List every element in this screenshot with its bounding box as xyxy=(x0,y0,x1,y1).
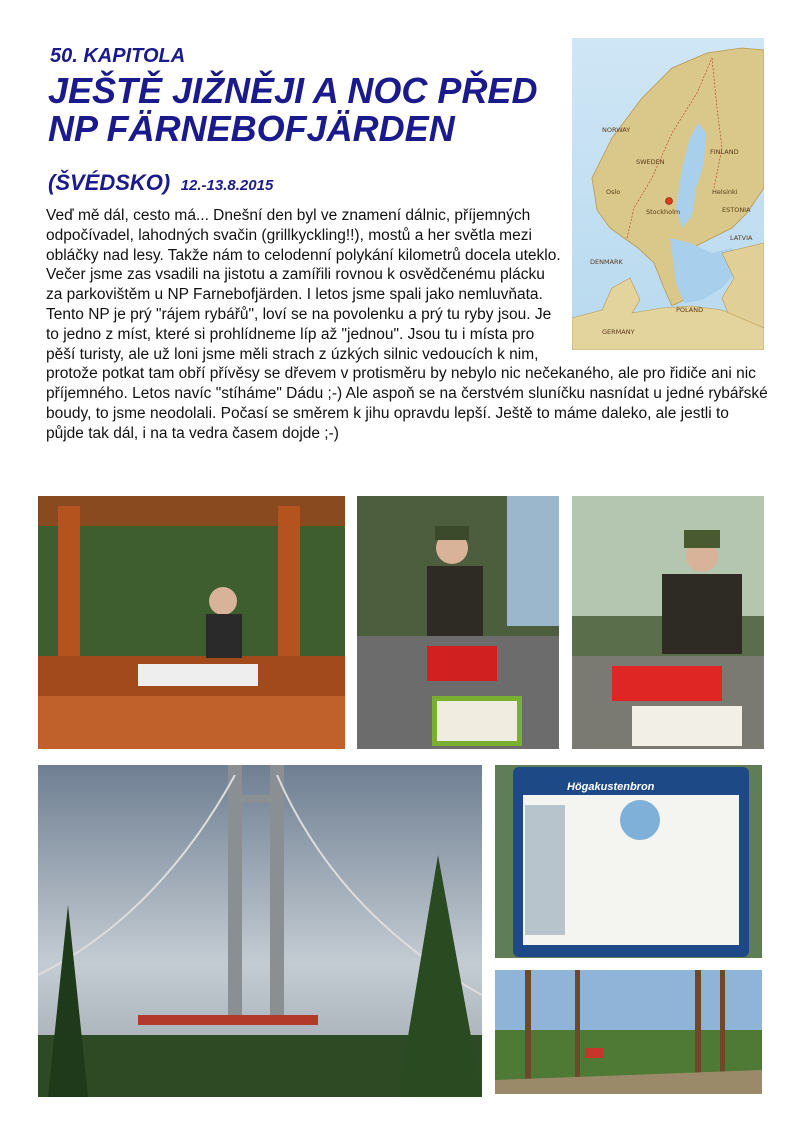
map-label-germany: GERMANY xyxy=(602,328,635,336)
map-label-stockholm: Stockholm xyxy=(646,208,681,216)
article-text: Veď mě dál, cesto má... Dnešní den byl ve znamení dálnic, příjemných odpočívadel, lahodných svačin (grillkyckling!!), mostů a her světla mezi obláčky nad lesy. Takže nám to celodenní polykání kilometrů docela uteklo. Večer jsme zas vsadili na jistotu a zamířili rovnou k osvědčenému plácku za parkovištěm u NP Farnebofjärden. I letos jsme spali jako nemluvňata. Tento NP je prý "rájem rybářů", loví se na povolenku a prý tu ryby jsou. Je to jedno z míst, které si prohlídneme líp až "jednou". Jsou tu i místa pro pěší turisty, ale už loni jsme měli strach z úzkých silnic vedoucích k nim, protože potkat tam obří přívěsy se dřevem v protisměru by nebylo nic nečekaného, ale pro řidiče ani nic příjemného. Letos navíc "stíháme" Dádu ;-) Ale aspoň se na čerstvém sluníčku nasnídat u jedné rybářské boudy, to jsme neodolali. Počasí se směrem k jihu opravdu lepší. Ještě to máme daleko, ale jestli to půjde tak dál, i na ta vedra časem dojde ;-) xyxy=(46,207,768,442)
map-label-estonia: ESTONIA xyxy=(722,206,751,214)
country-label: (ŠVÉDSKO) xyxy=(48,170,171,195)
date-label: 12.-13.8.2015 xyxy=(180,177,274,194)
map-label-poland: POLAND xyxy=(676,306,704,314)
map-label-sweden: SWEDEN xyxy=(636,158,665,166)
subtitle xyxy=(48,170,273,196)
photo-hogakustenbron-sign xyxy=(495,765,762,958)
map-label-helsinki: Helsinki xyxy=(712,188,738,196)
chapter-label: 50. KAPITOLA xyxy=(50,45,186,67)
sign-title: Högakustenbron xyxy=(567,781,655,793)
photo-gazebo-breakfast xyxy=(38,496,345,749)
map-label-latvia: LATVIA xyxy=(730,234,753,242)
map-label-norway: NORWAY xyxy=(602,126,631,134)
map-label-oslo: Oslo xyxy=(606,188,621,196)
page-title: JEŠTĚ JIŽNĚJI A NOC PŘED NP FÄRNEBOFJÄRDEN xyxy=(48,70,538,149)
photo-suspension-bridge xyxy=(38,765,482,1097)
article-body xyxy=(46,206,768,444)
photo-man-with-food xyxy=(572,496,764,749)
map-label-denmark: DENMARK xyxy=(590,258,623,266)
photo-man-at-table xyxy=(357,496,559,749)
photo-forest-parking xyxy=(495,970,762,1094)
map-label-finland: FINLAND xyxy=(710,148,739,156)
